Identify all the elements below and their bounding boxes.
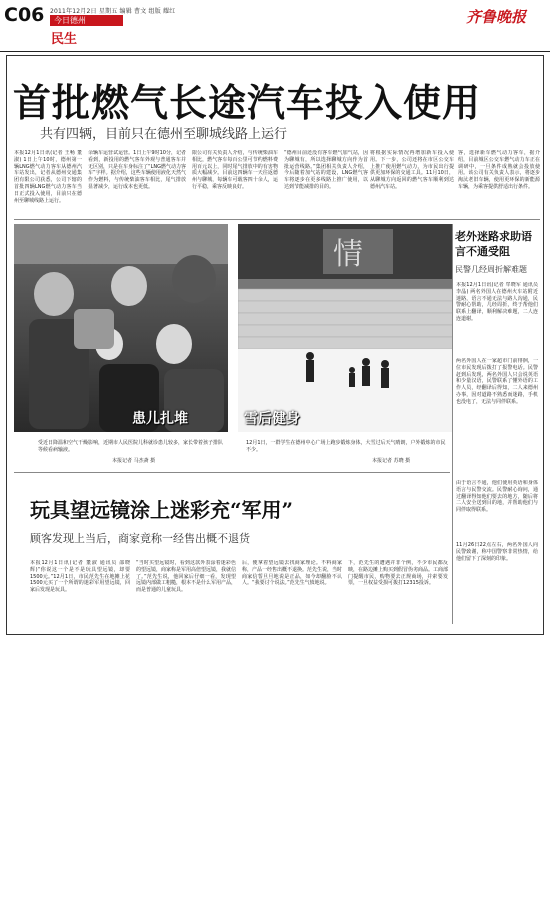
sidebar-body-1: 本报12月1日讯(记者 牟晓军 通讯员 李晶) 两名外国人在德州火车站附近迷路，语言不通无法与路人沟通，民警耐心帮助，几经周折，终于帮他们联系上翻译，顺利解决难题，二人连连道谢。 (456, 282, 538, 322)
photo-hospital-caption: 受近日降温和空气干燥影响，近期市人民医院儿科就诊患儿较多，家长带着孩子排队等候看病输液。 (38, 440, 224, 453)
sidebar-subhead: 民警几经周折解难题 (455, 265, 527, 274)
article2-col-2: “当时买望远镜时，看到这款外表涂着迷彩色的望远镜，商家称是军用高倍望远镜，我就信了。”范先生说，他回家后仔细一看，发现望远镜内部做工粗糙，根本不是什么军用产品，而是普通的儿童玩具。 (136, 560, 236, 594)
svg-text:情: 情 (333, 237, 363, 272)
header-rule (0, 51, 550, 52)
issue-meta: 2011年12月2日 星期五 编辑 曹文 组版 耀红 (50, 8, 176, 15)
newspaper-logo: 齐鲁晚报 (466, 8, 527, 26)
divider (14, 219, 540, 220)
main-col-4: “德州目前还没有客车燃气加气站，因为聊城有，所以选择聊城方向作为首批运营线路。”集团相关负责人介绍，今后随着加气站的建设，LNG燃气客车将逐步在更多线路上推广使用，以达到节能减排的目的。 (284, 150, 368, 190)
photo-exercise-label: 雪后健身 (244, 411, 300, 427)
article2-headline: 玩具望远镜涂上迷彩充“军用” (30, 498, 294, 522)
photo-exercise (238, 224, 453, 432)
main-col-5: 将根据实际情况再增加新车投入使用。下一步，公司还将在市区公交车上推广使用燃气动力，为市民出行提供更加环保的交通工具。11月10日，从聊城方向返回的燃气客车顺利到达德州汽车站。 (370, 150, 454, 190)
photo-hospital (14, 224, 228, 432)
main-col-6: 客，选择新车燃气动力客车，据介绍，目前城区公交车燃气动力车正在调研中，一旦条件成熟就会投放使用。该公司有关负责人表示，将逐步淘汰老旧车辆，使用更环保的新能源车辆，为乘客提供舒适出行条件。 (458, 150, 540, 190)
photo-exercise-caption: 12月1日，一群学生在德州中心广场上跑步锻炼身体，大雪过后天气晴朗，户外锻炼的市民不少。 (246, 440, 446, 453)
main-subhead: 共有四辆，目前只在德州至聊城线路上运行 (40, 127, 288, 142)
sidebar-divider (452, 224, 453, 624)
main-col-3: 限公司有关负责人介绍，与传统柴油车相比，燃气客车每百公里可节约燃料费用百元以上，同时尾气排放中的有害物质大幅减少。目前这四辆车一天往返德州与聊城，每辆车可载客四十余人，运行平稳，乘客反映良好。 (192, 150, 278, 190)
divider (14, 472, 450, 473)
sidebar-body-2: 两名外国人在一家超市门前徘徊，一位市民发现后拨打了报警电话。民警赶到后发现，两名外国人只会说英语和少量汉语，民警联系了懂外语的工作人员，经翻译后得知，二人来德州办事，因对道路不熟悉而迷路，手机也没电了，无法与同伴联系。 (456, 358, 538, 405)
sidebar-body-4: 11月26日22点左右，两名外国人向民警致谢，称中国警察非常热情，给他们留下了深刻的印象。 (456, 542, 538, 562)
article2-subhead: 顾客发现上当后，商家竟称一经售出概不退货 (30, 532, 250, 545)
main-col-2: 余辆车运营试运营。1日上午9时10分，记者看到，新投用的燃气客车外观与普通客车并无区别，只是在车身标注了“LNG燃气动力客车”字样。据介绍，这些车辆使用液化天然气作为燃料，与传统柴油客车相比，尾气排放显著减少，运行成本也更低。 (88, 150, 186, 190)
sidebar-headline: 老外迷路求助语言不通受阻 (455, 230, 532, 258)
article2-col-3: 后，便拿着望远镜去找商家理论。不料商家称，产品一经售出概不退换。范先生说，当时商家信誓旦旦地说是正品，如今却翻脸不认人。“我要讨个说法。”范先生气愤地说。 (242, 560, 342, 587)
article2-col-1: 本报12月1日讯(记者 董淑 通讯员 邵晓辉)“你说这一个是不是玩具望远镜，却要1500元。”12月1日，市民范先生在地摊上花1500元买了一个所谓的迷彩军用望远镜，回家后发现是玩具。 (30, 560, 130, 594)
photo-hospital-label: 患儿扎堆 (132, 411, 188, 427)
page-number: C06 (4, 4, 45, 26)
section-bar: 今日德州 (50, 15, 123, 26)
main-col-1: 本报12月1日讯(记者 王畅 董淑) 1日上午10时，德州第一辆LNG燃气动力客车从德州汽车站发出，记者从德州交通集团有限公司获悉，公司下辖的首批四辆LNG燃气动力客车当日正式投入使用，目前只在德州至聊城线路上运行。 (14, 150, 82, 204)
sidebar-body-3: 由于语言不通，他们使用英语和身体语言与民警交流。民警耐心询问，通过翻译得知他们要去的地方，随后将二人安全送到目的地，并帮助他们与同伴取得联系。 (456, 480, 538, 514)
article2-col-4: 下，范先生的遭遇并非个例，不少市民都反映，在路边摊上购买到假冒伪劣商品。工商部门提醒市民，购物要去正规商场，并索要发票，一旦权益受损可拨打12315投诉。 (348, 560, 448, 587)
section-title: 民生 (51, 32, 78, 47)
photo-hospital-credit: 本报记者 马杰斋 摄 (112, 458, 156, 464)
main-headline: 首批燃气长途汽车投入使用 (13, 81, 482, 125)
photo-exercise-credit: 本报记者 苏晓 摄 (372, 458, 411, 464)
